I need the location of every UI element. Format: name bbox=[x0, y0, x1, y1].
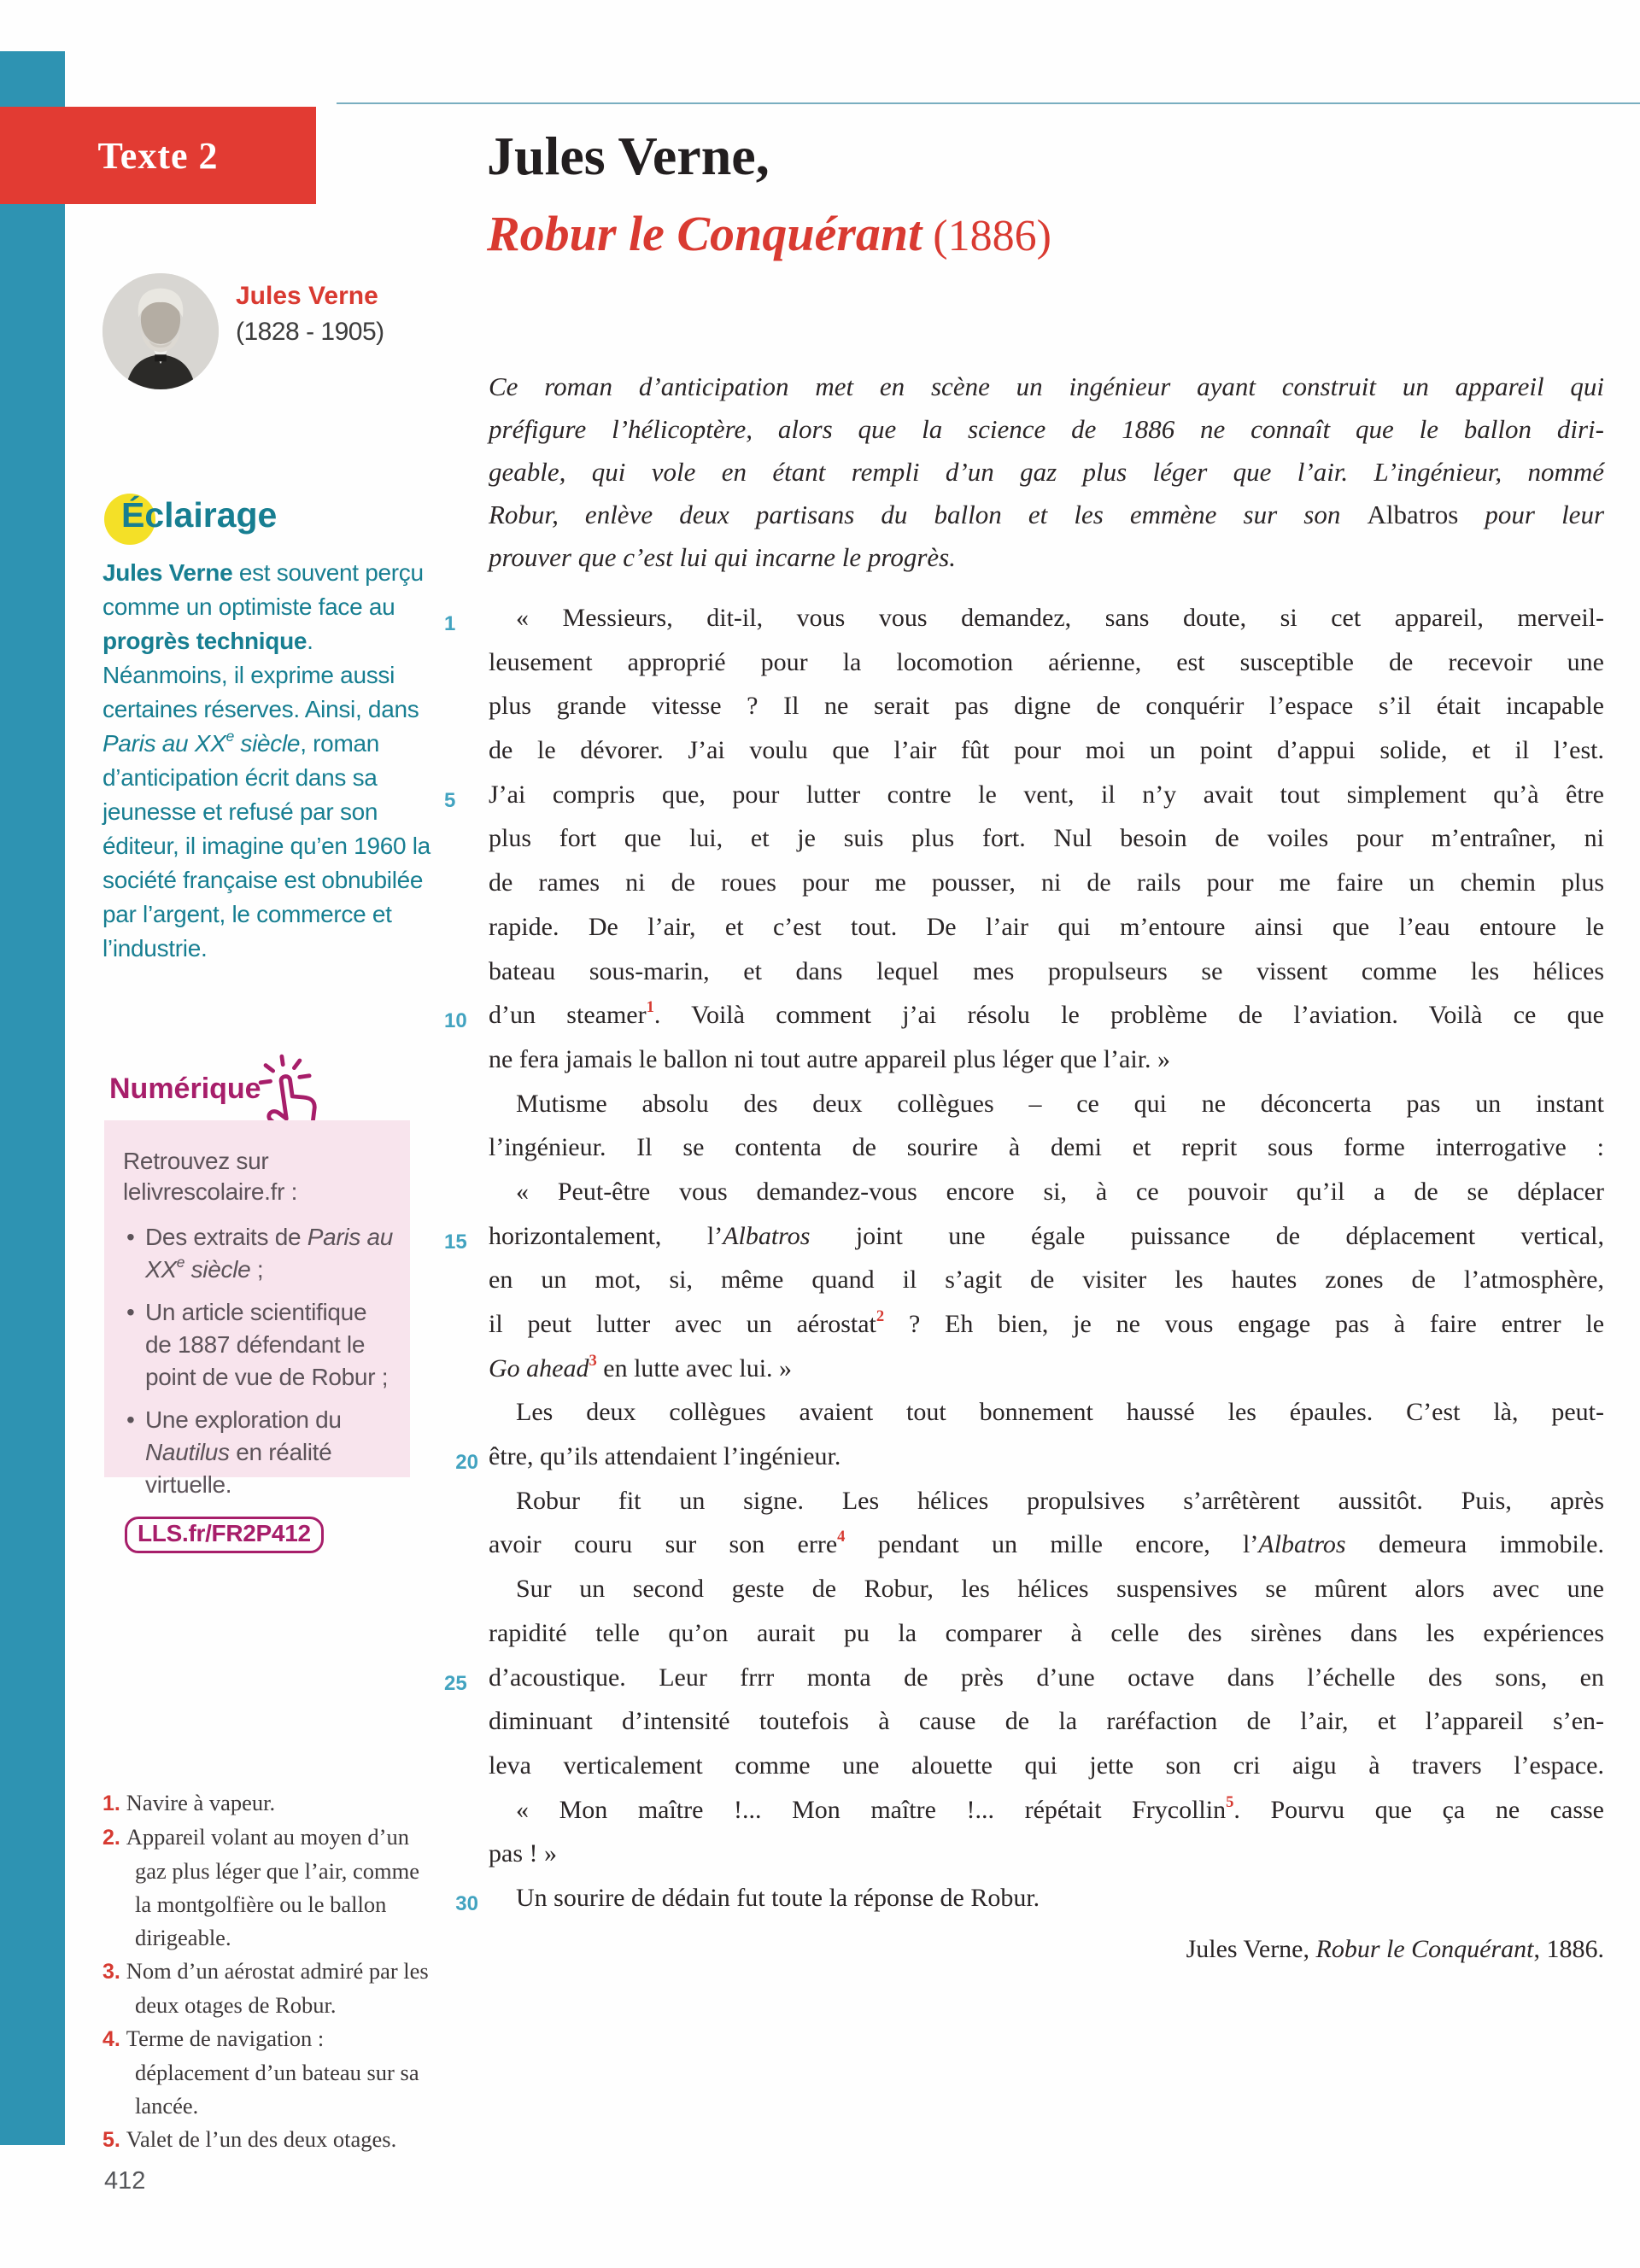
main-text bbox=[444, 596, 1605, 1920]
footnote-item: 2. Appareil volant au moyen d’un gaz plus léger que l’air, comme la montgolfière ou le ballon dirigeable. bbox=[102, 1824, 419, 1950]
footnote-number: 3. bbox=[102, 1960, 126, 1984]
texte-banner-label: Texte 2 bbox=[97, 134, 219, 177]
text-line: ne fera jamais le ballon ni tout autre appareil plus léger que l’air. » bbox=[489, 1044, 1171, 1073]
text-line: 25 d’acoustique. Leur frrr monta de près d’une octave dans l’échelle des sons, en bbox=[489, 1656, 1604, 1700]
text-attribution: Jules Verne, Robur le Conquérant, 1886. bbox=[1186, 1935, 1604, 1963]
author-photo bbox=[102, 273, 219, 389]
text-line: il peut lutter avec un aérostat$^2$ ? Eh bien, je ne vous engage pas à faire entrer le bbox=[489, 1307, 1605, 1338]
text-line: en un mot, si, même quand il s’agit de visiter les hautes zones de l’atmosphère, bbox=[489, 1266, 1604, 1295]
text-line: 20 être, qu’ils attendaient l’ingénieur. bbox=[489, 1435, 1604, 1479]
text-line: Mutisme absolu des deux collègues – ce qui ne déconcerta pas un instant bbox=[516, 1089, 1604, 1118]
text-line: Robur, enlève deux partisans du ballon et les emmène sur son Albatros pour leur bbox=[489, 500, 1605, 529]
footnote-item: 4. Terme de navigation : déplacement d’un bateau sur sa lancée. bbox=[102, 2025, 419, 2119]
texte-banner bbox=[0, 107, 316, 204]
text-line: préfigure l’hélicoptère, alors que la science de 1886 ne connaît que le ballon diri- bbox=[489, 414, 1604, 444]
intro-chapeau bbox=[489, 365, 1604, 579]
text-line: pas ! » bbox=[489, 1839, 557, 1868]
text-line: 1 « Messieurs, dit-il, vous vous demandez, sans doute, si cet appareil, merveil- bbox=[489, 596, 1604, 640]
line-number: 20 bbox=[455, 1451, 478, 1475]
eclairage-paragraph: Jules Verne est souvent perçu comme un optimiste face au progrès technique. Néanmoins, il exprime aussi certaines réserves. Ainsi, dans Paris au XXe siècle, roman d’anticipation écrit dans sa jeunesse et refusé par son éditeur, il imagine qu’en 1960 la société française est obnubilée par l’argent, le commerce et l’industrie. bbox=[102, 559, 430, 962]
text-line: geable, qui vole en étant rempli d’un gaz plus léger que l’air. L’ingénieur, nommé bbox=[489, 457, 1604, 487]
page-title-work bbox=[487, 205, 1051, 262]
eclairage-section bbox=[102, 495, 430, 966]
text-line: « Peut-être vous demandez-vous encore si, à ce pouvoir qu’il a de se déplacer bbox=[516, 1177, 1604, 1206]
list-item: • Des extraits de Paris au XXe siècle ; bbox=[123, 1221, 395, 1286]
line-number: 1 bbox=[444, 612, 456, 635]
footnote-number: 5. bbox=[102, 2128, 126, 2152]
author-name: Jules Verne bbox=[236, 282, 378, 310]
text-line: rapidité telle qu’on aurait pu la comparer à celle des sirènes dans les expériences bbox=[489, 1618, 1604, 1647]
text-line: de rames ni de roues pour me pousser, ni de rails pour me faire un chemin plus bbox=[489, 868, 1604, 897]
footnote-item: 1. Navire à vapeur. bbox=[102, 1790, 276, 1815]
text-line: 5 J’ai compris que, pour lutter contre le vent, il n’y avait tout simplement qu’à être bbox=[489, 773, 1604, 817]
text-line: « Mon maître !... Mon maître !... répétait Frycollin$^5$. Pourvu que ça ne casse bbox=[516, 1792, 1604, 1824]
text-line: plus fort que lui, et je suis plus fort. Nul besoin de voiles pour m’entraîner, ni bbox=[489, 824, 1604, 853]
text-line: Les deux collègues avaient tout bonnement haussé les épaules. C’est là, peut- bbox=[516, 1398, 1604, 1427]
author-dates: (1828 - 1905) bbox=[236, 318, 384, 346]
numerique-list bbox=[123, 1221, 395, 1501]
numerique-box bbox=[104, 1120, 410, 1546]
work-title: Robur le Conquérant bbox=[487, 206, 922, 261]
list-item: • Une exploration du Nautilus en réalité virtuelle. bbox=[123, 1404, 395, 1501]
line-number: 25 bbox=[444, 1671, 467, 1695]
text-line: leva verticalement comme une alouette qui jette son cri aigu à travers l’espace. bbox=[489, 1751, 1604, 1780]
text-line: Go ahead$^3$ en lutte avec lui. » bbox=[489, 1351, 793, 1382]
header-rule bbox=[337, 102, 1640, 104]
text-line: diminuant d’intensité toutefois à cause de la raréfaction de l’air, et l’appareil s’en- bbox=[489, 1707, 1604, 1736]
text-line: plus grande vitesse ? Il ne serait pas digne de conquérir l’espace s’il était incapable bbox=[489, 692, 1604, 721]
text-line: bateau sous-marin, et dans lequel mes propulseurs se vissent comme les hélices bbox=[489, 956, 1604, 985]
numerique-heading: Numérique bbox=[109, 1073, 261, 1105]
lls-code-link[interactable]: LLS.fr/FR2P412 bbox=[125, 1517, 324, 1553]
footnotes bbox=[102, 1786, 432, 2157]
line-number: 30 bbox=[455, 1891, 478, 1915]
footnote-number: 4. bbox=[102, 2027, 126, 2051]
page-title-author: Jules Verne, bbox=[487, 126, 770, 186]
jules-verne-portrait-icon bbox=[102, 273, 219, 389]
text-line: rapide. De l’air, et c’est tout. De l’air qui m’entoure ainsi que l’eau entoure le bbox=[489, 912, 1604, 941]
page-number: 412 bbox=[104, 2167, 146, 2195]
line-number: 5 bbox=[444, 788, 456, 812]
list-item: • Un article scientifique de 1887 défendant le point de vue de Robur ; bbox=[123, 1296, 395, 1394]
line-number: 10 bbox=[444, 1009, 467, 1033]
text-line: 30 Un sourire de dédain fut toute la réponse de Robur. bbox=[489, 1876, 1604, 1920]
text-line: prouver que c’est lui qui incarne le progrès. bbox=[489, 542, 956, 572]
footnote-item: 5. Valet de l’un des deux otages. bbox=[102, 2126, 397, 2152]
text-line: de le dévorer. J’ai voulu que l’air fût pour moi un point d’appui solide, et il l’est. bbox=[489, 736, 1604, 765]
left-accent-bar bbox=[0, 51, 65, 2145]
footnote-number: 2. bbox=[102, 1826, 126, 1850]
text-line: avoir couru sur son erre$^4$ pendant un mille encore, l’Albatros demeura immobile. bbox=[489, 1528, 1604, 1559]
text-line: 15 horizontalement, l’Albatros joint une égale puissance de déplacement vertical, bbox=[489, 1214, 1604, 1259]
text-line: l’ingénieur. Il se contenta de sourire à demi et reprit sous forme interrogative : bbox=[489, 1133, 1604, 1162]
text-line: Robur fit un signe. Les hélices propulsives s’arrêtèrent aussitôt. Puis, après bbox=[516, 1486, 1604, 1515]
text-line: 10 d’un steamer$^1$. Voilà comment j’ai résolu le problème de l’aviation. Voilà ce que bbox=[489, 993, 1604, 1038]
line-number: 15 bbox=[444, 1230, 467, 1254]
eclairage-heading: Éclairage bbox=[121, 495, 278, 535]
footnote-item: 3. Nom d’un aérostat admiré par les deux otages de Robur. bbox=[102, 1958, 429, 2018]
footnote-number: 1. bbox=[102, 1792, 126, 1815]
text-line: Sur un second geste de Robur, les hélices suspensives se mûrent alors avec une bbox=[516, 1575, 1604, 1604]
text-line: leusement approprié pour la locomotion aérienne, est susceptible de recevoir une bbox=[489, 647, 1604, 676]
numerique-intro: Retrouvez sur lelivrescolaire.fr : bbox=[123, 1148, 298, 1205]
text-line: Ce roman d’anticipation met en scène un ingénieur ayant construit un appareil qui bbox=[489, 371, 1604, 401]
work-year: (1886) bbox=[922, 212, 1051, 260]
